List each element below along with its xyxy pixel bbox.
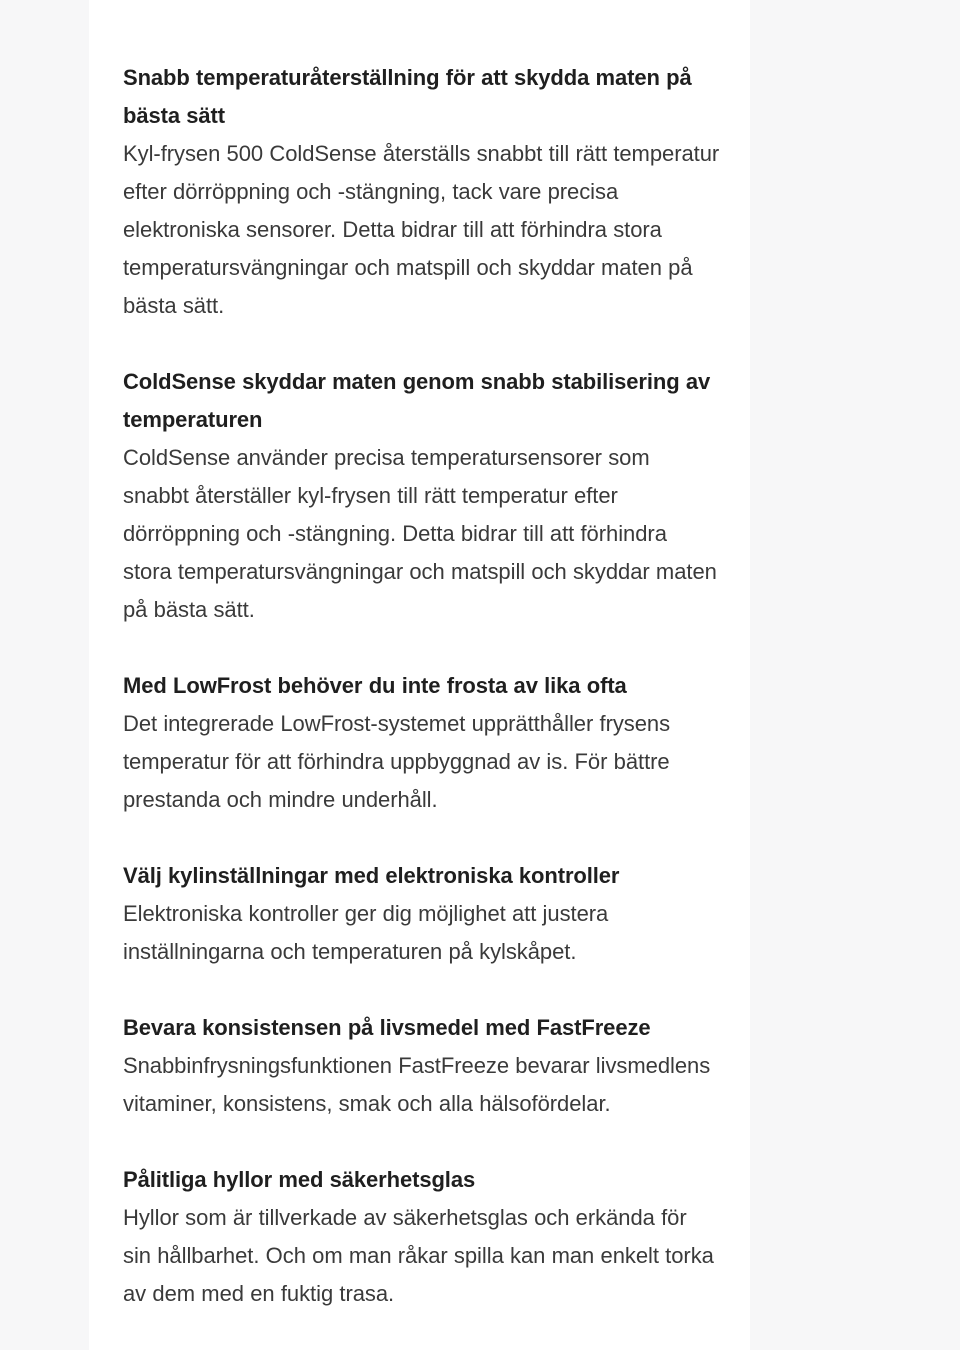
top-spacer bbox=[123, 0, 720, 59]
feature-section bbox=[123, 1009, 720, 1123]
content-column bbox=[89, 0, 750, 1350]
section-heading: Snabb temperaturåterställning för att skydda maten på bästa sätt bbox=[123, 65, 692, 128]
section-body: Snabbinfrysningsfunktionen FastFreeze bevarar livsmedlens vitaminer, konsistens, smak och alla hälsofördelar. bbox=[123, 1053, 711, 1116]
section-body: Det integrerade LowFrost-systemet upprätthåller frysens temperatur för att förhindra uppbyggnad av is. För bättre prestanda och mindre underhåll. bbox=[123, 711, 671, 812]
section-heading: Med LowFrost behöver du inte frosta av lika ofta bbox=[123, 673, 627, 698]
section-heading: Bevara konsistensen på livsmedel med FastFreeze bbox=[123, 1015, 651, 1040]
feature-section bbox=[123, 1161, 720, 1313]
feature-section bbox=[123, 59, 720, 325]
section-body: ColdSense använder precisa temperatursensorer som snabbt återställer kyl-frysen till rätt temperatur efter dörröppning och -stängning. Detta bidrar till att förhindra stora temperatursvängningar och matspill och skyddar maten på bästa sätt. bbox=[123, 445, 717, 622]
section-body: Elektroniska kontroller ger dig möjlighet att justera inställningarna och temperaturen på kylskåpet. bbox=[123, 901, 609, 964]
feature-section bbox=[123, 857, 720, 971]
section-heading: ColdSense skyddar maten genom snabb stabilisering av temperaturen bbox=[123, 369, 711, 432]
section-heading: Pålitliga hyllor med säkerhetsglas bbox=[123, 1167, 476, 1192]
product-feature-article bbox=[123, 0, 720, 1313]
feature-section bbox=[123, 363, 720, 629]
section-body: Kyl-frysen 500 ColdSense återställs snabbt till rätt temperatur efter dörröppning och -stängning, tack vare precisa elektroniska sensorer. Detta bidrar till att förhindra stora temperatursvängningar och matspill och skyddar maten på bästa sätt. bbox=[123, 141, 720, 318]
feature-section bbox=[123, 667, 720, 819]
section-body: Hyllor som är tillverkade av säkerhetsglas och erkända för sin hållbarhet. Och om man råkar spilla kan man enkelt torka av dem med en fuktig trasa. bbox=[123, 1205, 714, 1306]
section-heading: Välj kylinställningar med elektroniska kontroller bbox=[123, 863, 620, 888]
